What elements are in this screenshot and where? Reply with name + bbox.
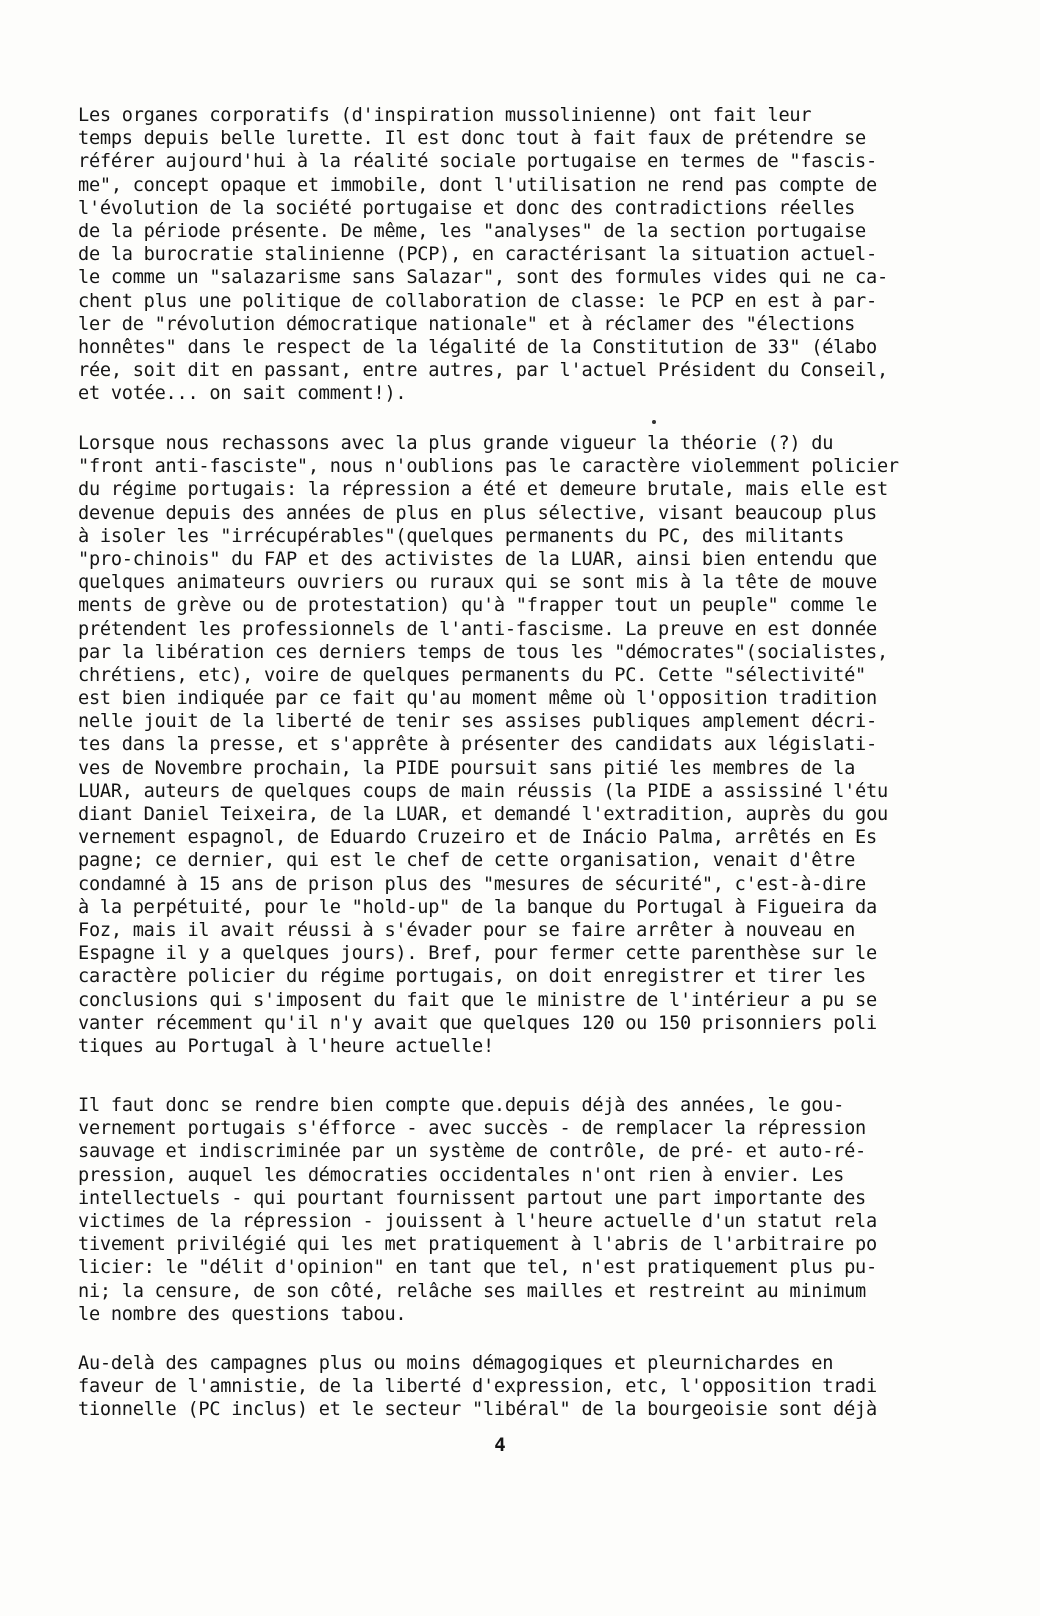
text-line: pagne; ce dernier, qui est le chef de cette organisation, venait d'être bbox=[78, 850, 856, 872]
text-line: faveur de l'amnistie, de la liberté d'expression, etc, l'opposition tradi bbox=[78, 1376, 877, 1398]
text-line: honnêtes" dans le respect de la légalité de la Constitution de 33" (élabo bbox=[78, 336, 877, 358]
text-line: Au-delà des campagnes plus ou moins démagogiques et pleurnichardes en bbox=[78, 1353, 834, 1374]
page-number: 4 bbox=[494, 1434, 506, 1456]
text-line: Les organes corporatifs (d'inspiration mussolinienne) ont fait leur bbox=[78, 105, 812, 126]
text-line: LUAR, auteurs de quelques coups de main réussis (la PIDE a assissiné l'étu bbox=[78, 780, 888, 802]
paragraph-2 bbox=[78, 432, 990, 1058]
text-line: vernement portugais s'éfforce - avec succès - de remplacer la répression bbox=[78, 1118, 866, 1140]
paragraph-3 bbox=[78, 1094, 990, 1326]
text-line: ni; la censure, de son côté, relâche ses mailles et restreint au minimum bbox=[78, 1280, 866, 1302]
text-line: Espagne il y a quelques jours). Bref, pour fermer cette parenthèse sur le bbox=[78, 943, 877, 965]
text-line: du régime portugais: la répression a été et demeure brutale, mais elle est bbox=[78, 479, 888, 501]
text-line: tes dans la presse, et s'apprête à présenter des candidats aux législati- bbox=[78, 734, 877, 756]
text-line: temps depuis belle lurette. Il est donc tout à fait faux de prétendre se bbox=[78, 128, 866, 150]
text-line: conclusions qui s'imposent du fait que le ministre de l'intérieur a pu se bbox=[78, 989, 877, 1011]
text-line: "pro-chinois" du FAP et des activistes de la LUAR, ainsi bien entendu que bbox=[78, 548, 877, 570]
text-line: de la burocratie stalinienne (PCP), en caractérisant la situation actuel- bbox=[78, 244, 877, 266]
paragraph-1 bbox=[78, 104, 990, 405]
text-line: Lorsque nous rechassons avec la plus grande vigueur la théorie (?) du bbox=[78, 433, 834, 454]
text-line: le nombre des questions tabou. bbox=[78, 1303, 407, 1325]
text-line: quelques animateurs ouvriers ou ruraux qui se sont mis à la tête de mouve bbox=[78, 572, 877, 594]
text-line: ler de "révolution démocratique nationale" et à réclamer des "élections bbox=[78, 313, 856, 335]
text-line: victimes de la répression - jouissent à l'heure actuelle d'un statut rela bbox=[78, 1210, 877, 1232]
text-line: intellectuels - qui pourtant fournissent partout une part importante des bbox=[78, 1187, 866, 1209]
text-line: le comme un "salazarisme sans Salazar", sont des formules vides qui ne ca- bbox=[78, 267, 888, 289]
ink-speck bbox=[652, 420, 656, 424]
text-line: prétendent les professionnels de l'anti-fascisme. La preuve en est donnée bbox=[78, 618, 877, 640]
text-line: chent plus une politique de collaboration de classe: le PCP en est à par- bbox=[78, 290, 877, 312]
text-line: diant Daniel Teixeira, de la LUAR, et demandé l'extradition, auprès du gou bbox=[78, 804, 888, 825]
text-line: vernement espagnol, de Eduardo Cruzeiro et de Inácio Palma, arrêtés en Es bbox=[78, 827, 877, 849]
text-line: à isoler les "irrécupérables"(quelques permanents du PC, des militants bbox=[78, 525, 845, 547]
text-line: tivement privilégié qui les met pratiquement à l'abris de l'arbitraire po bbox=[78, 1234, 877, 1256]
paragraph-4 bbox=[78, 1352, 990, 1422]
text-line: de la période présente. De même, les "analyses" de la section portugaise bbox=[78, 220, 866, 242]
text-line: pression, auquel les démocraties occidentales n'ont rien à envier. Les bbox=[78, 1164, 845, 1186]
text-line: ves de Novembre prochain, la PIDE poursuit sans pitié les membres de la bbox=[78, 757, 856, 779]
text-line: rée, soit dit en passant, entre autres, par l'actuel Président du Conseil, bbox=[78, 360, 888, 382]
text-line: tiques au Portugal à l'heure actuelle! bbox=[78, 1035, 494, 1057]
text-line: sauvage et indiscriminée par un système de contrôle, de pré- et auto-ré- bbox=[78, 1141, 866, 1163]
text-line: référer aujourd'hui à la réalité sociale portugaise en termes de "fascis- bbox=[78, 151, 877, 173]
text-line: "front anti-fasciste", nous n'oublions pas le caractère violemment policier bbox=[78, 456, 899, 478]
text-line: me", concept opaque et immobile, dont l'utilisation ne rend pas compte de bbox=[78, 174, 877, 196]
text-line: nelle jouit de la liberté de tenir ses assises publiques amplement décri- bbox=[78, 711, 877, 733]
text-line: devenue depuis des années de plus en plus sélective, visant beaucoup plus bbox=[78, 502, 877, 524]
text-line: licier: le "délit d'opinion" en tant que tel, n'est pratiquement plus pu- bbox=[78, 1257, 877, 1279]
text-line: l'évolution de la société portugaise et donc des contradictions réelles bbox=[78, 197, 856, 219]
text-line: Il faut donc se rendre bien compte que.depuis déjà des années, le gou- bbox=[78, 1095, 845, 1116]
text-line: Foz, mais il avait réussi à s'évader pour se faire arrêter à nouveau en bbox=[78, 919, 856, 941]
text-line: chrétiens, etc), voire de quelques permanents du PC. Cette "sélectivité" bbox=[78, 664, 866, 686]
text-line: ments de grève ou de protestation) qu'à "frapper tout un peuple" comme le bbox=[78, 595, 877, 617]
text-line: à la perpétuité, pour le "hold-up" de la banque du Portugal à Figueira da bbox=[78, 896, 877, 918]
text-line: est bien indiquée par ce fait qu'au moment même où l'opposition tradition bbox=[78, 688, 877, 710]
text-line: vanter récemment qu'il n'y avait que quelques 120 ou 150 prisonniers poli bbox=[78, 1012, 877, 1034]
text-line: condamné à 15 ans de prison plus des "mesures de sécurité", c'est-à-dire bbox=[78, 873, 866, 895]
text-line: caractère policier du régime portugais, on doit enregistrer et tirer les bbox=[78, 966, 866, 988]
text-line: et votée... on sait comment!). bbox=[78, 383, 407, 405]
text-line: tionnelle (PC inclus) et le secteur "libéral" de la bourgeoisie sont déjà bbox=[78, 1399, 877, 1421]
text-line: par la libération ces derniers temps de tous les "démocrates"(socialistes, bbox=[78, 641, 888, 663]
